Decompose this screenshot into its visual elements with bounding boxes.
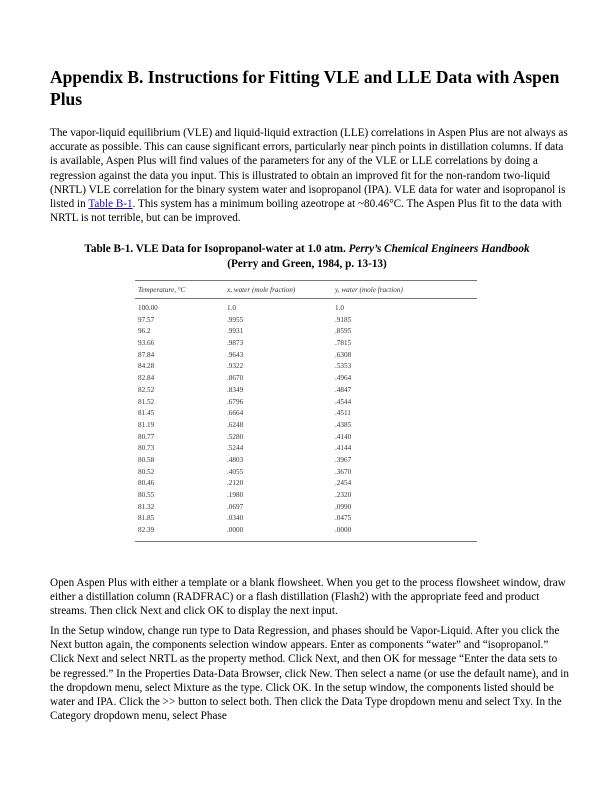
table-row: [135, 374, 477, 386]
x-water-cell: .8670: [227, 374, 244, 383]
temperature-cell: 97.57: [138, 315, 155, 324]
table-row: [135, 526, 477, 538]
table-row: [135, 491, 477, 503]
caption-source-ref: (Perry and Green, 1984, p. 13-13): [227, 258, 387, 270]
x-water-cell: .4055: [227, 467, 244, 476]
x-water-cell: .0000: [227, 526, 244, 535]
table-b1-link[interactable]: Table B-1: [88, 198, 133, 211]
table-row: [135, 514, 477, 526]
table-row: [135, 433, 477, 445]
x-water-cell: .0697: [227, 502, 244, 511]
table-row: [135, 479, 477, 491]
x-water-cell: .5280: [227, 432, 244, 441]
y-water-cell: .3670: [335, 467, 352, 476]
page-title: Appendix B. Instructions for Fitting VLE and LLE Data with Aspen Plus: [50, 67, 560, 109]
x-water-cell: .6796: [227, 397, 244, 406]
y-water-cell: .4140: [335, 432, 352, 441]
x-water-cell: .9873: [227, 339, 244, 348]
x-water-cell: .5244: [227, 444, 244, 453]
x-water-cell: .1980: [227, 491, 244, 499]
temperature-cell: 82.84: [138, 374, 155, 383]
x-water-cell: .6248: [227, 420, 244, 429]
temperature-cell: 80.52: [138, 467, 155, 476]
table-caption: [50, 242, 564, 272]
y-water-cell: .2454: [335, 479, 352, 488]
column-header-temperature: Temperature, °C: [138, 286, 186, 294]
table-row: [135, 421, 477, 433]
x-water-cell: .8349: [227, 385, 244, 394]
caption-source-title: Perry’s Chemical Engineers Handbook: [348, 243, 530, 255]
y-water-cell: .5353: [335, 362, 352, 371]
table-row: [135, 409, 477, 421]
y-water-cell: .4544: [335, 397, 352, 406]
temperature-cell: 82.39: [138, 526, 155, 535]
y-water-cell: .7815: [335, 339, 352, 348]
temperature-cell: 80.55: [138, 491, 155, 499]
temperature-cell: 81.19: [138, 420, 155, 429]
temperature-cell: 80.73: [138, 444, 155, 453]
instructions-paragraph-1: Open Aspen Plus with either a template or a blank flowsheet. When you get to the process flowsheet window, draw either a distillation column (RADFRAC) or a flash distillation (Flash2) with the appropriate feed and product streams. Then click Next and click OK to display the next input.: [50, 577, 566, 618]
temperature-cell: 80.46: [138, 479, 155, 488]
y-water-cell: .0990: [335, 502, 352, 511]
table-row: [135, 398, 477, 410]
intro-paragraph: [50, 126, 570, 225]
temperature-cell: 84.28: [138, 362, 155, 371]
x-water-cell: .0340: [227, 514, 244, 523]
table-row: [135, 327, 477, 339]
table-row: [135, 503, 477, 515]
table-row: [135, 362, 477, 374]
temperature-cell: 82.52: [138, 385, 155, 394]
y-water-cell: .4511: [335, 409, 351, 418]
temperature-cell: 96.2: [138, 327, 151, 336]
temperature-cell: 93.66: [138, 339, 155, 348]
table-row: [135, 468, 477, 480]
temperature-cell: 87.84: [138, 350, 155, 359]
caption-label: Table B-1. VLE Data for Isopropanol-water at 1.0 atm.: [84, 243, 349, 255]
temperature-cell: 81.45: [138, 409, 155, 418]
intro-text: The vapor-liquid equilibrium (VLE) and liquid-liquid extraction (LLE) correlations in Aspen Plus are not always as accurate as possible. This can cause significant errors, particularly near pinch points in distillation columns. If data is available, Aspen Plus will find values of the parameters for any of the VLE or LLE correlations by doing a regression against the data you input. This is illustrated to obtain an improved fit for the non-random two-liquid (NRTL) VLE correlation for the binary system water and isopropanol (IPA). VLE data for water and isopropanol is listed in: [50, 127, 568, 211]
instructions-paragraph-2: In the Setup window, change run type to Data Regression, and phases should be Vapor-Liquid. After you click the Next button again, the components selection window appears. Enter as components “water” and “isopropanol.” Click Next and select NRTL as the property method. Click Next, and then OK for message “Enter the data sets to be regressed.” In the Properties Data-Data Browser, click New. Then select a name (or use the default name), and in the dropdown menu, select Mixture as the type. Click OK. In the setup window, the components listed should be water and IPA. Click the >> button to select both. Then click the Data Type dropdown menu and select Txy. In the Category dropdown menu, select Phase: [50, 625, 569, 723]
temperature-cell: 100.00: [138, 304, 158, 312]
y-water-cell: .9185: [335, 315, 352, 324]
y-water-cell: .8595: [335, 327, 352, 336]
x-water-cell: .9931: [227, 327, 244, 336]
temperature-cell: 80.77: [138, 432, 155, 441]
column-header-y-water: y, water (mole fraction): [335, 286, 403, 294]
x-water-cell: .9643: [227, 350, 244, 359]
x-water-cell: .9955: [227, 315, 244, 324]
y-water-cell: .4847: [335, 385, 352, 394]
table-row: [135, 351, 477, 363]
x-water-cell: .4803: [227, 455, 244, 464]
intro-text-end: . This system has a minimum boiling azeotrope at ~80.46°C. The Aspen Plus fit to the data with NRTL is not terrible, but can be improved.: [50, 198, 562, 225]
y-water-cell: .4964: [335, 374, 352, 383]
y-water-cell: .3967: [335, 455, 352, 464]
table-row: [135, 316, 477, 328]
y-water-cell: .0475: [335, 514, 352, 523]
x-water-cell: 1.0: [227, 304, 236, 312]
vle-data-table: [135, 280, 477, 542]
x-water-cell: .9322: [227, 362, 244, 371]
x-water-cell: .2120: [227, 479, 244, 488]
temperature-cell: 81.32: [138, 502, 155, 511]
table-header-row: [135, 281, 477, 299]
x-water-cell: .6664: [227, 409, 244, 418]
y-water-cell: .4385: [335, 420, 352, 429]
y-water-cell: 1.0: [335, 304, 344, 312]
table-row: [135, 304, 477, 316]
table-row: [135, 339, 477, 351]
table-body: [135, 299, 477, 541]
y-water-cell: .0000: [335, 526, 352, 535]
table-row: [135, 386, 477, 398]
y-water-cell: .6308: [335, 350, 352, 359]
temperature-cell: 81.85: [138, 514, 155, 523]
y-water-cell: .4144: [335, 444, 352, 453]
column-header-x-water: x, water (mole fraction): [227, 286, 296, 294]
y-water-cell: .2320: [335, 491, 352, 499]
table-row: [135, 444, 477, 456]
temperature-cell: 81.52: [138, 397, 155, 406]
temperature-cell: 80.58: [138, 455, 155, 464]
table-row: [135, 456, 477, 468]
